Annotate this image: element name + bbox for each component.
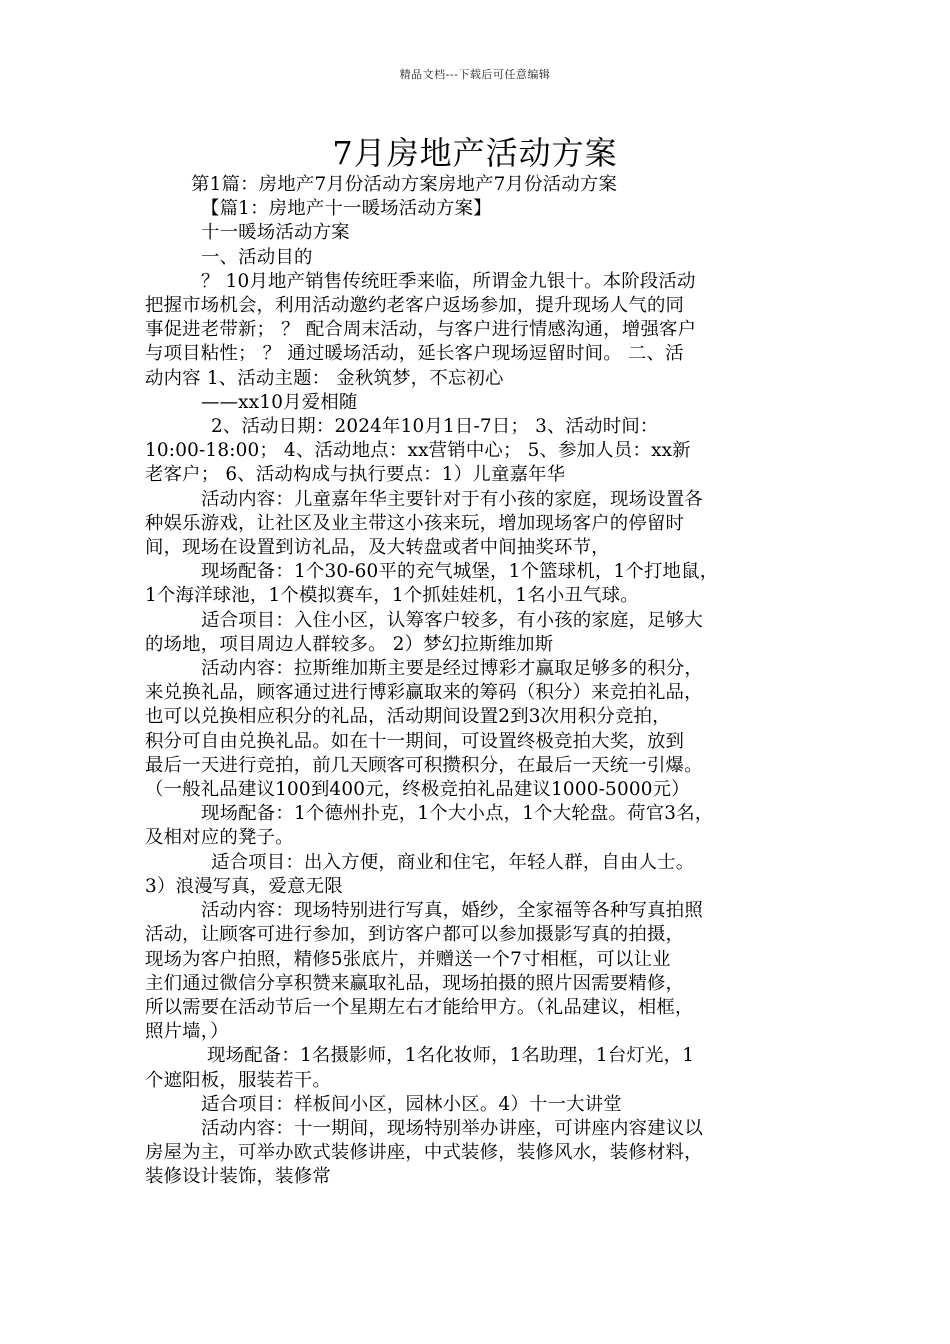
text-line: 房屋为主，可举办欧式装修讲座，中式装修，装修风水，装修材料， xyxy=(145,1142,703,1164)
text-line: 照片墙，） xyxy=(145,1021,229,1043)
document-body xyxy=(145,173,815,1190)
document-title: 7月房地产活动方案 xyxy=(332,134,618,172)
text-line: 活动，让顾客可进行参加，到访客户都可以参加摄影写真的拍摄， xyxy=(145,924,685,946)
text-line: 2、活动日期：2024年10月1日-7日； 3、活动时间： xyxy=(211,416,659,438)
text-line: 现场配备：1个30-60平的充气城堡，1个篮球机，1个打地鼠， xyxy=(201,561,719,583)
text-line: 及相对应的凳子。 xyxy=(145,827,294,849)
text-line: 所以需要在活动节后一个星期左右才能给甲方。（礼品建议，相框， xyxy=(145,996,694,1018)
text-line: 现场配备：1个德州扑克，1个大小点，1个大轮盘。荷官3名， xyxy=(201,803,714,825)
text-line: 活动内容：拉斯维加斯主要是经过博彩才赢取足够多的积分， xyxy=(201,658,703,680)
text-line: 也可以兑换相应积分的礼品，活动期间设置2到3次用积分竞拍， xyxy=(145,706,671,728)
text-line: 现场为客户拍照，精修5张底片，并赠送一个7寸相框，可以让业 xyxy=(145,948,671,970)
text-line: ？ 10月地产销售传统旺季来临，所谓金九银十。本阶段活动 xyxy=(201,270,696,292)
text-line: 事促进老带新； ？ 配合周末活动，与客户进行情感沟通，增强客户 xyxy=(145,319,697,341)
text-line: 适合项目：入住小区，认筹客户较多，有小孩的家庭，足够大 xyxy=(201,609,703,631)
text-line: 活动内容：现场特别进行写真，婚纱，全家福等各种写真拍照 xyxy=(201,900,703,922)
text-line: 种娱乐游戏，让社区及业主带这小孩来玩，增加现场客户的停留时 xyxy=(145,512,685,534)
text-line: 间，现场在设置到访礼品，及大转盘或者中间抽奖环节， xyxy=(145,537,610,559)
text-line: 3）浪漫写真，爱意无限 xyxy=(145,875,343,897)
text-line: 活动内容：儿童嘉年华主要针对于有小孩的家庭，现场设置各 xyxy=(201,488,703,510)
text-line: 适合项目：样板间小区，园林小区。4）十一大讲堂 xyxy=(201,1093,622,1115)
text-line: 与项目粘性； ？ 通过暖场活动，延长客户现场逗留时间。 二、活 xyxy=(145,343,684,365)
text-line: 来兑换礼品，顾客通过进行博彩赢取来的筹码（积分）来竞拍礼品， xyxy=(145,682,703,704)
text-line: 动内容 1、活动主题： 金秋筑梦，不忘初心 xyxy=(145,367,504,389)
text-line: 一、活动目的 xyxy=(201,246,313,268)
text-line: 的场地，项目周边人群较多。 2）梦幻拉斯维加斯 xyxy=(145,633,554,655)
text-line: 现场配备：1名摄影师，1名化妆师，1名助理，1台灯光，1 xyxy=(207,1045,695,1067)
text-line: 装修设计装饰，装修常 xyxy=(145,1166,331,1188)
text-line: 十一暖场活动方案 xyxy=(201,222,350,244)
text-line: 适合项目：出入方便，商业和住宅，年轻人群，自由人士。 xyxy=(211,851,695,873)
text-line: 第1篇：房地产7月份活动方案房地产7月份活动方案 xyxy=(191,174,618,195)
text-line: 个遮阳板，服装若干。 xyxy=(145,1069,331,1091)
text-line: 把握市场机会，利用活动邀约老客户返场参加，提升现场人气的同 xyxy=(145,295,685,317)
page-header: 精品文档---下载后可任意编辑 xyxy=(399,68,551,81)
text-line: 积分可自由兑换礼品。如在十一期间，可设置终极竞拍大奖，放到 xyxy=(145,730,685,752)
text-line: 最后一天进行竞拍，前几天顾客可积攒积分，在最后一天统一引爆。 xyxy=(145,754,703,776)
text-line: 活动内容：十一期间，现场特别举办讲座，可讲座内容建议以 xyxy=(201,1117,703,1139)
text-line: 老客户； 6、活动构成与执行要点：1）儿童嘉年华 xyxy=(145,464,566,486)
text-line: （一般礼品建议100到400元，终极竞拍礼品建议1000-5000元） xyxy=(145,779,690,801)
text-line: 主们通过微信分享积赞来赢取礼品，现场拍摄的照片因需要精修， xyxy=(145,972,685,994)
text-line: 10:00-18:00； 4、活动地点：xx营销中心； 5、参加人员：xx新 xyxy=(145,440,691,462)
text-line: 1个海洋球池，1个模拟赛车，1个抓娃娃机，1名小丑气球。 xyxy=(145,585,639,607)
text-line: ——xx10月爱相随 xyxy=(201,391,358,413)
text-line: 【篇1：房地产十一暖场活动方案】 xyxy=(201,198,492,220)
